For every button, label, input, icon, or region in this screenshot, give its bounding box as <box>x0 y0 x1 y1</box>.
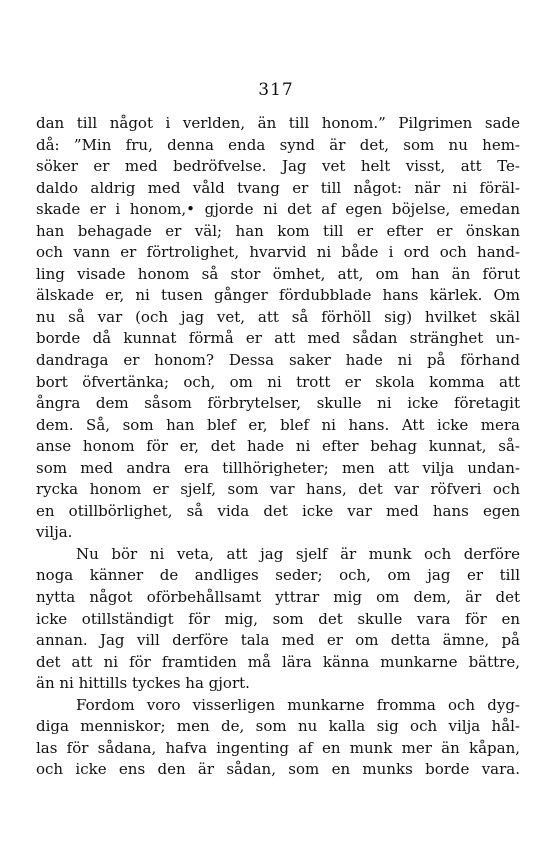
body-text <box>36 113 520 781</box>
text-line: skade er i honom,• gjorde ni det af egen böjelse, emedan <box>36 200 520 219</box>
text-line: vilja. <box>36 523 73 542</box>
text-line: det att ni för framtiden må lära känna munkarne bättre, <box>36 652 520 671</box>
text-line: icke otillständigt för mig, som det skulle vara för en <box>36 609 520 628</box>
page-number: 317 <box>258 80 294 100</box>
text-line: daldo aldrig med våld tvang er till något: när ni föräl- <box>36 178 520 197</box>
text-line: en otillbörlighet, så vida det icke var med hans egen <box>36 501 520 520</box>
text-line: då: ”Min fru, denna enda synd är det, som nu hem- <box>36 135 520 154</box>
text-line: dan till något i verlden, än till honom.” Pilgrimen sade <box>36 114 520 132</box>
text-line: ling visade honom så stor ömhet, att, om han än förut <box>36 264 520 283</box>
text-line: rycka honom er sjelf, som var hans, det var röfveri och <box>36 480 520 499</box>
text-line: noga känner de andliges seder; och, om jag er till <box>36 566 520 585</box>
text-line: annan. Jag vill derföre tala med er om detta ämne, på <box>36 631 520 650</box>
text-line: ångra dem såsom förbrytelser, skulle ni icke företagit <box>36 394 520 413</box>
text-line: och icke ens den är sådan, som en munks borde vara. <box>36 760 520 779</box>
text-line: han behagade er väl; han kom till er efter er önskan <box>36 221 520 240</box>
text-line: nytta något oförbehållsamt yttrar mig om dem, är det <box>36 588 520 607</box>
text-line: Nu bör ni veta, att jag sjelf är munk och derföre <box>76 544 520 563</box>
text-line: anse honom för er, det hade ni efter behag kunnat, så- <box>36 437 520 456</box>
text-line: dem. Så, som han blef er, blef ni hans. Att icke mera <box>36 415 520 434</box>
text-line: än ni hittills tyckes ha gjort. <box>36 674 250 693</box>
text-line: nu så var (och jag vet, att så förhöll sig) hvilket skäl <box>36 307 520 326</box>
text-line: älskade er, ni tusen gånger fördubblade hans kärlek. Om <box>36 286 520 305</box>
text-line: som med andra era tillhörigheter; men att vilja undan- <box>36 458 520 477</box>
text-line: dandraga er honom? Dessa saker hade ni på förhand <box>36 351 520 370</box>
text-line: bort öfvertänka; och, om ni trott er skola komma att <box>36 372 520 391</box>
text-line: borde då kunnat förmå er att med sådan stränghet un- <box>36 329 520 348</box>
text-line: söker er med bedröfvelse. Jag vet helt visst, att Te- <box>36 157 520 176</box>
text-line: Fordom voro visserligen munkarne fromma och dyg- <box>76 695 520 714</box>
text-line: las för sådana, hafva ingenting af en munk mer än kåpan, <box>36 738 520 757</box>
text-line: och vann er förtrolighet, hvarvid ni både i ord och hand- <box>36 243 520 262</box>
text-line: diga menniskor; men de, som nu kalla sig och vilja hål- <box>36 717 520 736</box>
